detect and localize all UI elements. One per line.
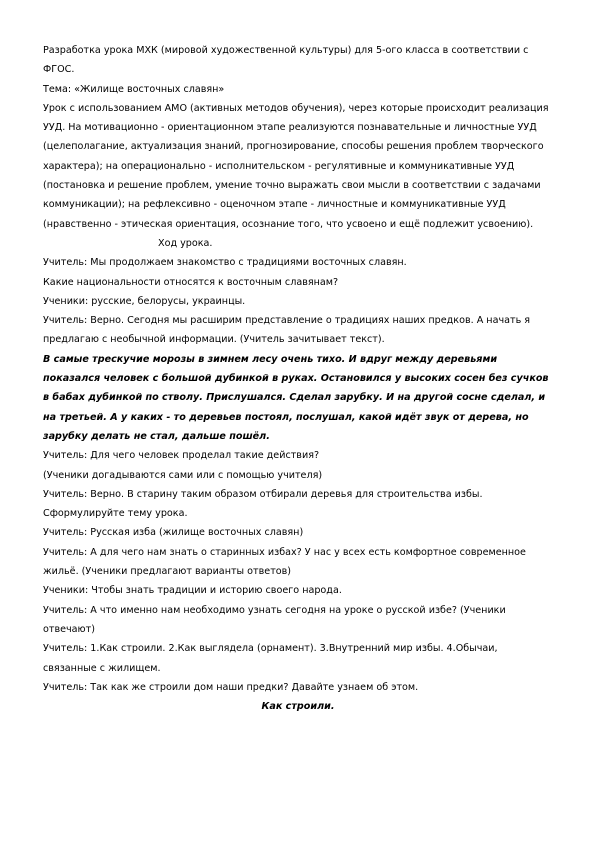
- dialogue-line: Какие национальности относятся к восточным славянам?: [43, 276, 339, 288]
- dialogue-line: (Ученики догадываются сами или с помощью учителя): [43, 469, 323, 481]
- dialogue-line: Учитель: А для чего нам знать о старинных избах? У нас у всех есть комфортное современное жильё. (Ученики предлагают варианты ответов): [43, 546, 526, 578]
- dialogue-line: Ученики: Чтобы знать традиции и историю своего народа.: [43, 585, 342, 597]
- document-title: Разработка урока МХК (мировой художественной культуры) для 5-ого класса в соответствии с ФГОС.: [43, 45, 529, 76]
- dialogue-line: Учитель: А что именно нам необходимо узнать сегодня на уроке о русской избе? (Ученики отвечают): [43, 604, 506, 635]
- dialogue-line: Учитель: Для чего человек проделал такие действия?: [43, 450, 320, 462]
- dialogue-line: Учитель: Мы продолжаем знакомство с традициями восточных славян.: [43, 257, 407, 269]
- section-heading: Как строили.: [261, 701, 335, 713]
- dialogue-line: Учитель: Верно. В старину таким образом отбирали деревья для строительства избы. Сформулируйте тему урока.: [43, 488, 483, 520]
- dialogue-line: Учитель: Русская изба (жилище восточных славян): [43, 527, 304, 539]
- lesson-progress-heading: Ход урока.: [158, 237, 213, 249]
- dialogue-line: Учитель: 1.Как строили. 2.Как выглядела (орнамент). 3.Внутренний мир избы. 4.Обычаи, связанные с жилищем.: [43, 643, 498, 674]
- story-passage: В самые трескучие морозы в зимнем лесу очень тихо. И вдруг между деревьями показался человек с большой дубинкой в руках. Остановился у высоких сосен без сучков в бабах дубинкой по стволу. Прислушался. Сделал зарубку. И на другой сосне сделал, и на третьей. А у каких - то деревьев постоял, послушал, какой идёт звук от дерева, но зарубку делать не стал, дальше пошёл.: [43, 353, 549, 442]
- dialogue-line: Учитель: Верно. Сегодня мы расширим представление о традициях наших предков. А начать я предлагаю с необычной информации. (Учитель зачитывает текст).: [43, 315, 531, 346]
- dialogue-line: Учитель: Так как же строили дом наши предки? Давайте узнаем об этом.: [43, 681, 419, 693]
- dialogue-line: Ученики: русские, белорусы, украинцы.: [43, 295, 246, 307]
- methods-paragraph: Урок с использованием АМО (активных методов обучения), через которые происходит реализация УУД. На мотивационно - ориентационном этапе реализуются познавательные и личностные УУД (целеполагание, актуализация знаний, прогнозирование, способы решения проблем творческого характера); на операционально - исполнительском - регулятивные и коммуникативные УУД (постановка и решение проблем, умение точно выражать свои мысли в соответствии с задачами коммуникации); на рефлексивно - оценочном этапе - личностные и коммуникативные УУД (нравственно - этическая ориентация, осознание того, что усвоено и ещё подлежит усвоению).: [43, 102, 549, 230]
- lesson-topic: Тема: «Жилище восточных славян»: [43, 83, 225, 95]
- document-body: [43, 41, 553, 716]
